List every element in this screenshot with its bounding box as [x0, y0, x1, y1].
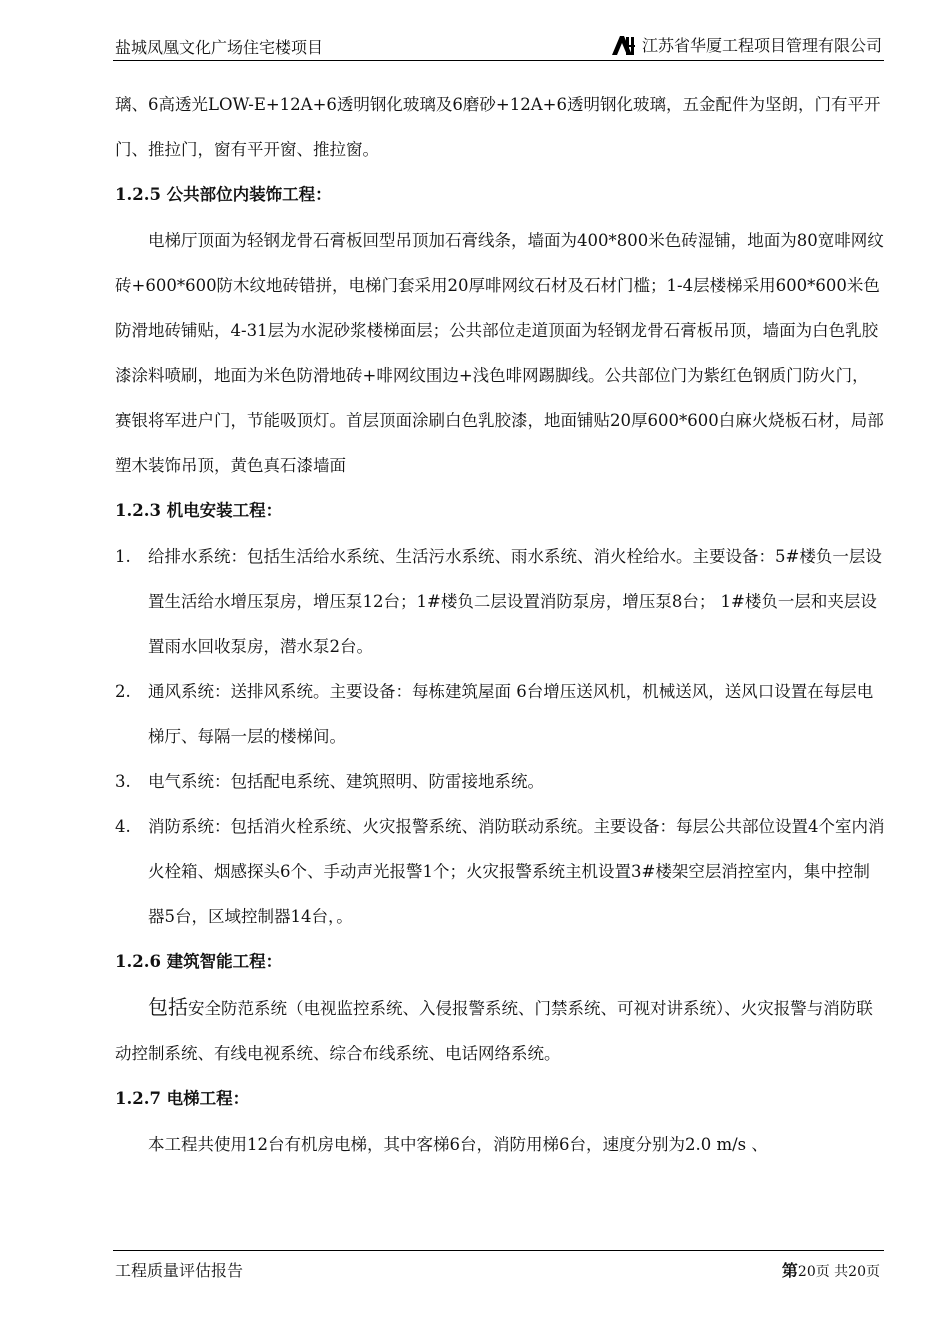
list-item-number: 4. [115, 817, 131, 836]
list-item-number: 2. [115, 682, 131, 701]
header-company [610, 33, 882, 56]
list-item-text: 通风系统：送排风系统。主要设备：每栋建筑屋面 6台增压送风机，机械送风，送风口设置在每层电梯厅、每隔一层的楼梯间。 [148, 682, 874, 746]
list-item [115, 534, 885, 669]
paragraph-continuation: 璃、6高透光LOW-E+12A+6透明钢化玻璃及6磨砂+12A+6透明钢化玻璃，五金配件为坚朗，门有平开门、推拉门，窗有平开窗、推拉窗。 [115, 95, 881, 159]
heading-1-2-3: 1.2.3 机电安装工程： [115, 501, 283, 520]
footer-page-prefix: 第 [781, 1261, 798, 1280]
footer-page-number [782, 1258, 880, 1281]
footer-report-title: 工程质量评估报告 [115, 1261, 244, 1280]
paragraph-intelligent-systems [115, 985, 885, 1076]
heading-1-2-7: 1.2.7 电梯工程： [115, 1089, 250, 1108]
company-logo-icon [610, 34, 638, 56]
paragraph-elevators: 本工程共使用12台有机房电梯，其中客梯6台，消防用梯6台，速度分别为2.0 m/s 、 [148, 1135, 768, 1154]
header-project-name: 盐城凤凰文化广场住宅楼项目 [115, 38, 324, 57]
footer-page-text: 20页 共20页 [797, 1264, 880, 1280]
list-item [115, 804, 885, 939]
list-item-text: 给排水系统：包括生活给水系统、生活污水系统、雨水系统、消火栓给水。主要设备：5#楼负一层设置生活给水增压泵房，增压泵12台；1#楼负二层设置消防泵房，增压泵8台； 1#楼负一层和夹层设置雨水回收泵房，潜水泵2台。 [148, 547, 882, 656]
list-item-number: 1. [115, 547, 131, 566]
document-body [115, 82, 885, 1167]
list-item [115, 669, 885, 759]
list-item-text: 电气系统：包括配电系统、建筑照明、防雷接地系统。 [148, 772, 544, 791]
list-item-text: 消防系统：包括消火栓系统、火灾报警系统、消防联动系统。主要设备：每层公共部位设置4个室内消火栓箱、烟感探头6个、手动声光报警1个；火灾报警系统主机设置3#楼架空层消控室内，集中控制器5台，区域控制器14台，。 [148, 817, 885, 926]
mep-system-list [115, 534, 885, 939]
paragraph-public-decoration: 电梯厅顶面为轻钢龙骨石膏板回型吊顶加石膏线条，墙面为400*800米色砖湿铺，地面为80宽啡网纹砖+600*600防木纹地砖错拼，电梯门套采用20厚啡网纹石材及石材门槛；1-4层楼梯采用600*600米色防滑地砖铺贴，4-31层为水泥砂浆楼梯面层；公共部位走道顶面为轻钢龙骨石膏板吊顶，墙面为白色乳胶漆涂料喷刷，地面为米色防滑地砖+啡网纹围边+浅色啡网踢脚线。公共部位门为紫红色钢质门防火门，赛银将军进户门，节能吸顶灯。首层顶面涂刷白色乳胶漆，地面铺贴20厚600*600白麻火烧板石材，局部塑木装饰吊顶，黄色真石漆墙面 [115, 231, 884, 475]
paragraph-lead-word: 包括 [148, 995, 188, 1019]
heading-1-2-6: 1.2.6 建筑智能工程： [115, 952, 283, 971]
header-divider [113, 60, 884, 61]
list-item-number: 3. [115, 772, 131, 791]
header-company-name: 江苏省华厦工程项目管理有限公司 [641, 36, 882, 55]
heading-1-2-5: 1.2.5 公共部位内装饰工程： [115, 185, 332, 204]
list-item [115, 759, 885, 804]
footer-divider [113, 1250, 884, 1251]
paragraph-intelligent-text: 安全防范系统（电视监控系统、入侵报警系统、门禁系统、可视对讲系统）、火灾报警与消防联动控制系统、有线电视系统、综合布线系统、电话网络系统。 [115, 999, 873, 1063]
